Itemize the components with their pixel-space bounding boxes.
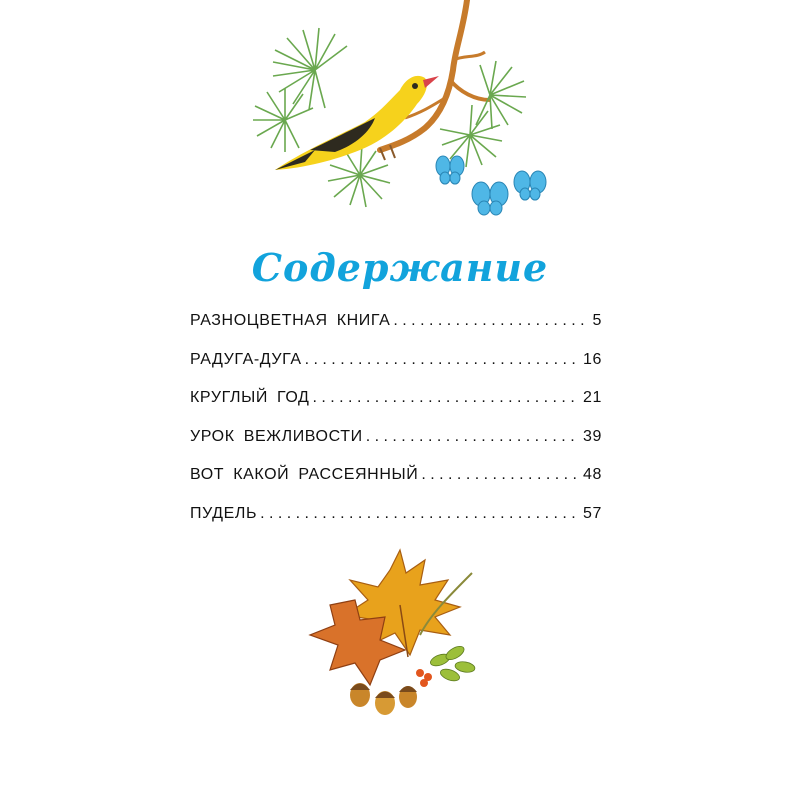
toc-entry-page-number: 5 bbox=[592, 312, 602, 329]
toc-dot-leader bbox=[312, 389, 580, 407]
toc-entry[interactable] bbox=[190, 505, 602, 544]
toc-entry-title: УРОК ВЕЖЛИВОСТИ bbox=[190, 427, 363, 445]
toc-entry[interactable] bbox=[190, 466, 602, 505]
toc-entry-title: РАЗНОЦВЕТНАЯ КНИГА bbox=[190, 312, 391, 329]
toc-entry[interactable] bbox=[190, 351, 602, 390]
toc-dot-leader bbox=[305, 351, 580, 369]
toc-dot-leader bbox=[393, 312, 589, 330]
autumn-leaves-illustration bbox=[300, 545, 500, 725]
toc-dot-leader bbox=[366, 428, 580, 446]
toc-entry-title: ПУДЕЛЬ bbox=[190, 504, 258, 522]
toc-entry-title: РАДУГА-ДУГА bbox=[190, 350, 302, 368]
toc-entry-title: ВОТ КАКОЙ РАССЕЯННЫЙ bbox=[190, 466, 419, 483]
toc-entry-title: КРУГЛЫЙ ГОД bbox=[190, 389, 310, 406]
toc-entry-page-number: 21 bbox=[583, 389, 602, 406]
page-title: Содержание bbox=[251, 245, 549, 290]
toc-entry[interactable] bbox=[190, 389, 602, 428]
bird-branch-illustration bbox=[245, 0, 565, 225]
toc-entry-page-number: 39 bbox=[583, 427, 602, 445]
toc-entry[interactable] bbox=[190, 428, 602, 467]
toc-entry[interactable] bbox=[190, 312, 602, 351]
toc-entry-page-number: 16 bbox=[583, 350, 602, 368]
toc-entry-page-number: 48 bbox=[583, 466, 602, 483]
table-of-contents bbox=[190, 312, 602, 543]
toc-entry-page-number: 57 bbox=[583, 504, 602, 522]
toc-dot-leader bbox=[260, 505, 580, 523]
toc-dot-leader bbox=[421, 466, 580, 484]
